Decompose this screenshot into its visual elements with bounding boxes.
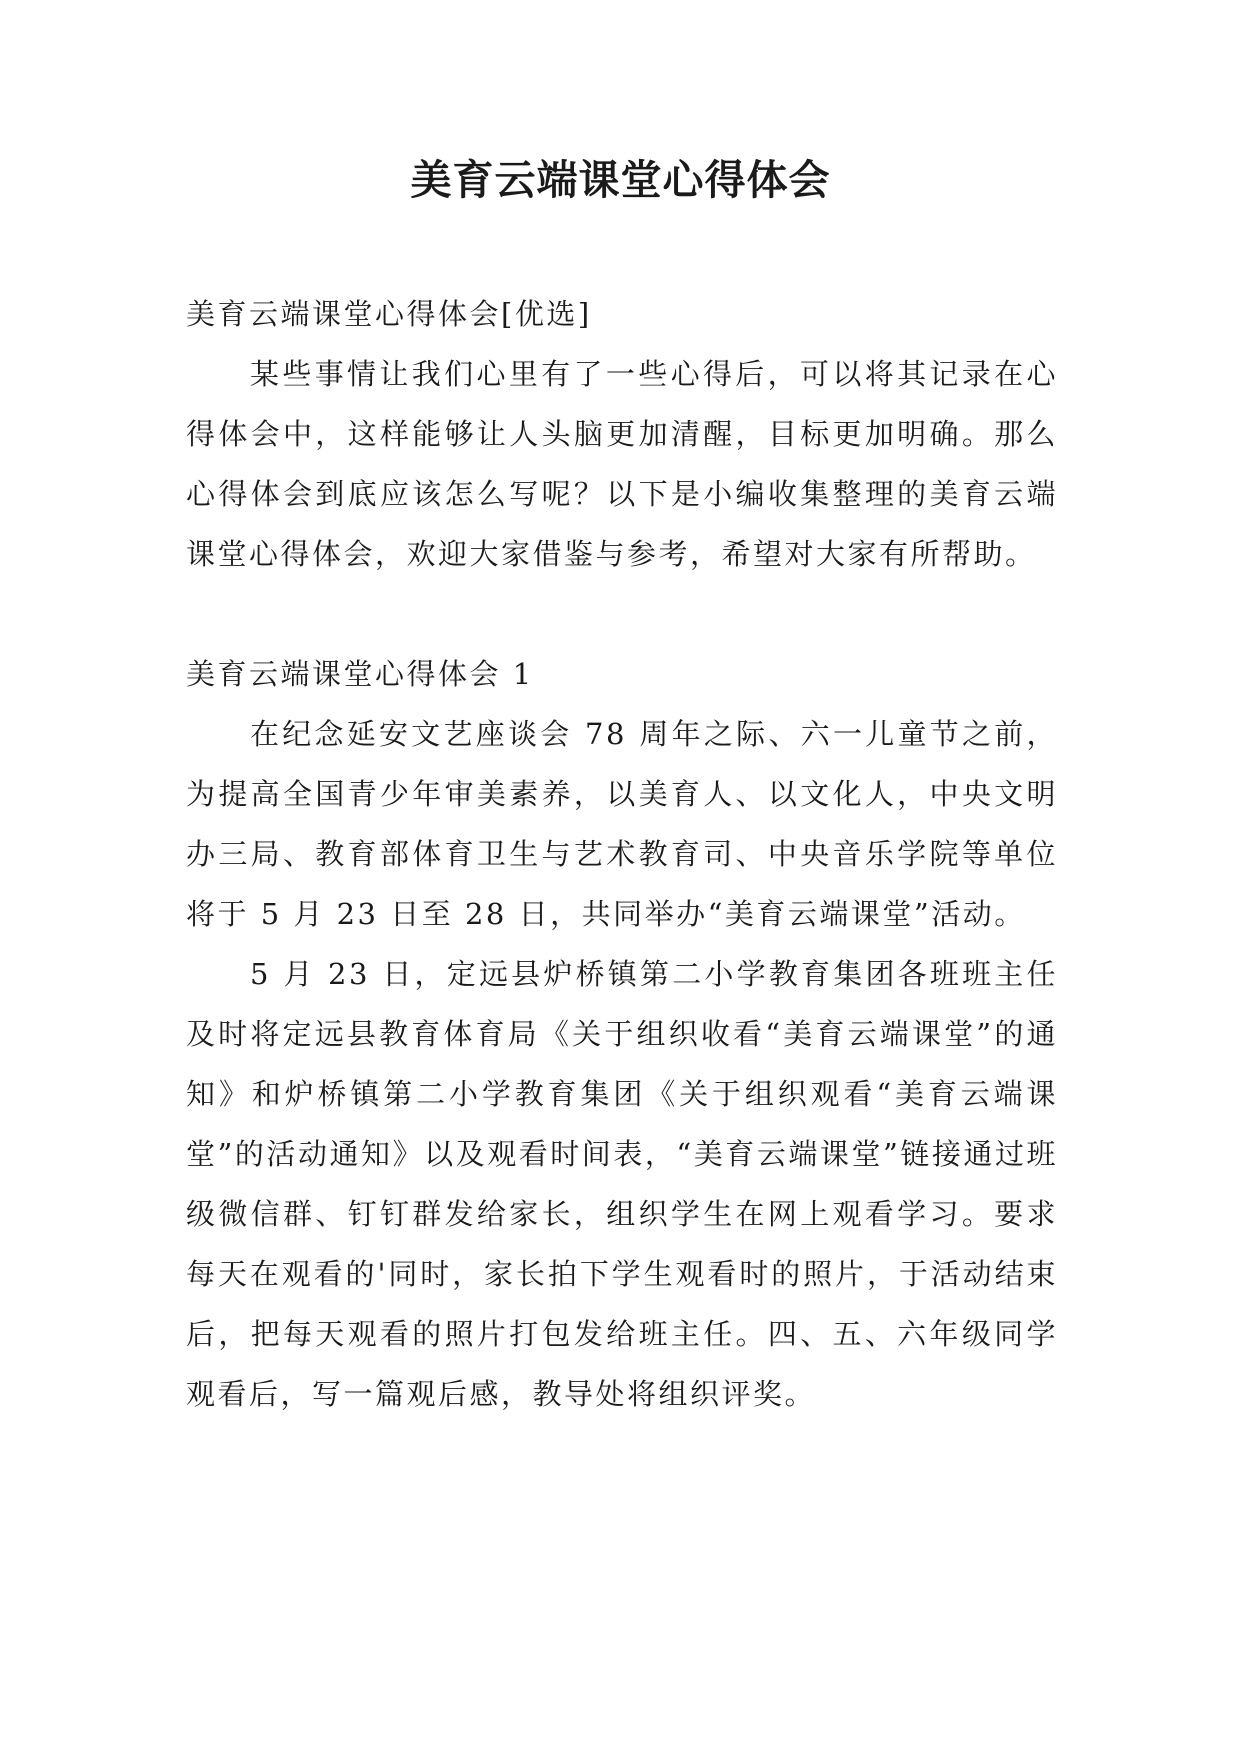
document-title: 美育云端课堂心得体会 — [410, 156, 831, 204]
section-spacer — [186, 584, 1058, 644]
body-paragraph-1: 在纪念延安文艺座谈会 78 周年之际、六一儿童节之前，为提高全国青少年审美素养，以美育人、以文化人，中央文明办三局、教育部体育卫生与艺术教育司、中央音乐学院等单位将于 5 月 23 日至 28 日，共同举办“美育云端课堂”活动。 — [186, 717, 1058, 931]
section-heading: 美育云端课堂心得体会 1 — [186, 657, 534, 691]
intro-paragraph: 某些事情让我们心里有了一些心得后，可以将其记录在心得体会中，这样能够让人头脑更加清醒，目标更加明确。那么心得体会到底应该怎么写呢？以下是小编收集整理的美育云端课堂心得体会，欢迎大家借鉴与参考，希望对大家有所帮助。 — [186, 357, 1058, 571]
document-body — [186, 284, 1058, 1424]
body-paragraph-2: 5 月 23 日，定远县炉桥镇第二小学教育集团各班班主任及时将定远县教育体育局《关于组织收看“美育云端课堂”的通知》和炉桥镇第二小学教育集团《关于组织观看“美育云端课堂”的活动通知》以及观看时间表，“美育云端课堂”链接通过班级微信群、钉钉群发给家长，组织学生在网上观看学习。要求每天在观看的'同时，家长拍下学生观看时的照片，于活动结束后，把每天观看的照片打包发给班主任。四、五、六年级同学观看后，写一篇观后感，教导处将组织评奖。 — [186, 957, 1058, 1411]
document-subtitle: 美育云端课堂心得体会[优选] — [186, 297, 592, 331]
